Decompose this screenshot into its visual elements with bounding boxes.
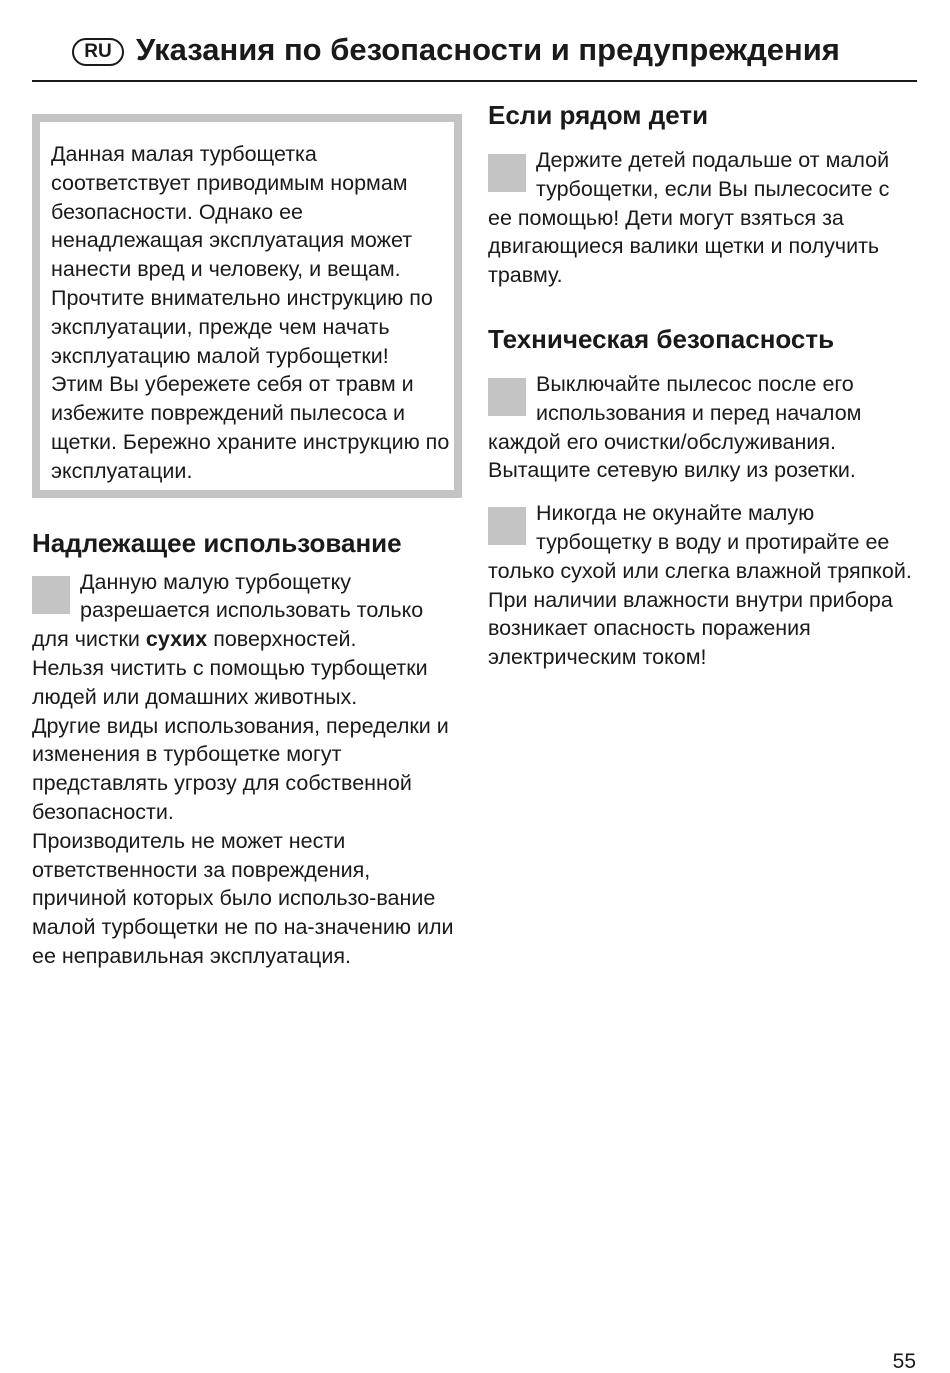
- usage-paragraph: Производитель не может нести ответственности за повреждения, причиной которых было использо-вание малой турбощетки не по на-значению или ее неправильная эксплуатация.: [32, 828, 454, 968]
- usage-intro: [32, 568, 462, 654]
- technical-text: Выключайте пылесос после его использования и перед началом каждой его очистки/обслуживания. Вытащите сетевую вилку из розетки.: [488, 371, 862, 483]
- notice-paragraph: Этим Вы убережете себя от травм и избежите повреждений пылесоса и щетки. Бережно храните инструкцию по эксплуатации.: [51, 372, 450, 483]
- left-column: [32, 114, 462, 985]
- safety-notice-box: [32, 114, 462, 498]
- usage-intro-tail: поверхностей.: [207, 627, 357, 652]
- page-title: Указания по безопасности и предупреждения: [136, 32, 840, 67]
- right-column: [488, 98, 918, 686]
- usage-paragraph: Другие виды использования, переделки и изменения в турбощетке могут представлять угрозу для собственной безопасности.: [32, 713, 449, 824]
- notice-paragraph: Прочтите внимательно инструкцию по эксплуатации, прежде чем начать эксплуатацию малой турбощетки!: [51, 285, 433, 368]
- technical-item: [488, 370, 918, 485]
- section-heading-usage: Надлежащее использование: [32, 527, 402, 558]
- usage-intro-text: Данную малую турбощетку разрешается использовать только для чистки: [32, 569, 424, 652]
- square-bullet-icon: [32, 576, 70, 614]
- technical-text: Никогда не окунайте малую турбощетку в воду и протирайте ее только сухой или слегка влажной тряпкой. При наличии влажности внутри прибора возникает опасность поражения электрическим током!: [488, 501, 912, 670]
- language-badge: RU: [72, 38, 124, 66]
- children-item: [488, 146, 918, 290]
- section-heading-technical: Техническая безопасность: [488, 323, 835, 354]
- section-heading-children: Если рядом дети: [488, 100, 709, 130]
- notice-paragraph: Данная малая турбощетка соответствует приводимым нормам безопасности. Однако ее ненадлежащая эксплуатация может нанести вред и человеку, и вещам.: [51, 142, 413, 282]
- children-text: Держите детей подальше от малой турбощетки, если Вы пылесосите с ее помощью! Дети могут взяться за двигающиеся валики щетки и получить травму.: [488, 148, 890, 288]
- page-number: 55: [892, 1350, 916, 1373]
- square-bullet-icon: [488, 154, 526, 192]
- usage-paragraph: Нельзя чистить с помощью турбощетки людей или домашних животных.: [32, 655, 428, 709]
- page-header: [32, 26, 917, 82]
- usage-item: [32, 568, 462, 971]
- usage-intro-bold: сухих: [145, 627, 208, 652]
- technical-item: [488, 499, 918, 672]
- square-bullet-icon: [488, 507, 526, 545]
- square-bullet-icon: [488, 378, 526, 416]
